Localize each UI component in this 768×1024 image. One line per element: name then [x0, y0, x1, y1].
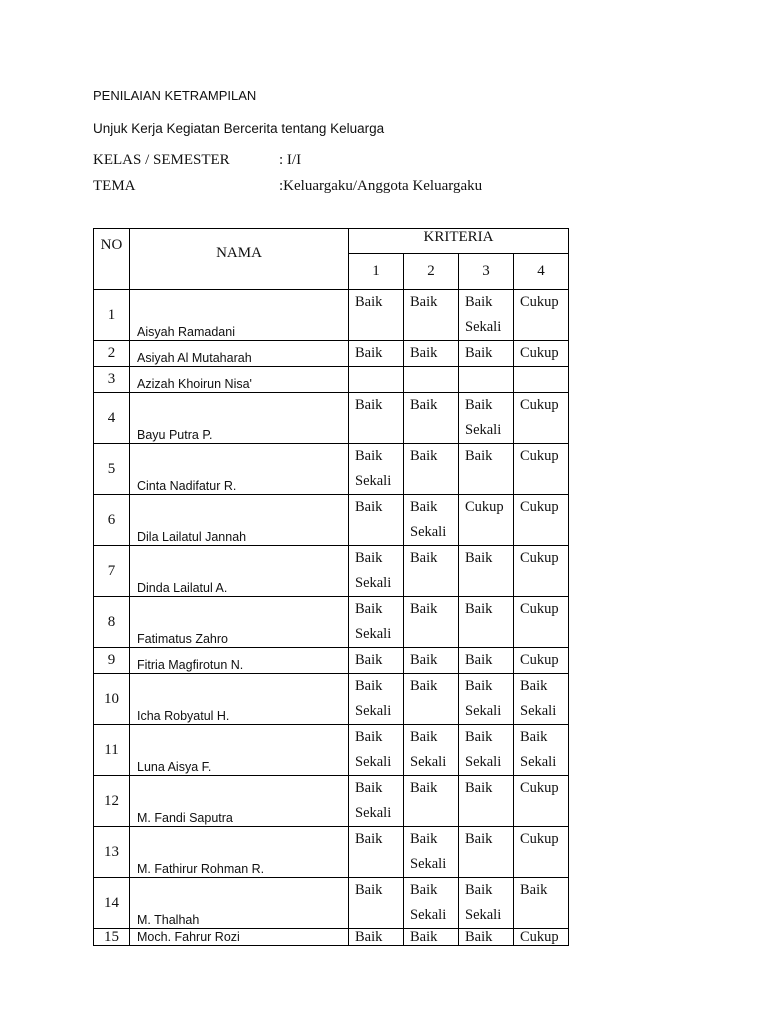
criterion-3-score: Baik Sekali	[459, 393, 514, 444]
criterion-1-score: Baik	[349, 393, 404, 444]
page-heading: PENILAIAN KETRAMPILAN	[93, 88, 257, 103]
criterion-4-score: Cukup	[514, 648, 569, 674]
student-name: Cinta Nadifatur R.	[130, 444, 349, 495]
header-criteria: KRITERIA	[349, 229, 569, 254]
meta-label: TEMA	[93, 178, 136, 194]
table-row	[94, 444, 569, 495]
page-subheading: Unjuk Kerja Kegiatan Bercerita tentang Keluarga	[93, 121, 385, 136]
table-row	[94, 341, 569, 367]
criterion-1-score: Baik Sekali	[349, 776, 404, 827]
header-name: NAMA	[130, 229, 349, 290]
row-number: 6	[94, 495, 130, 546]
student-name: Dila Lailatul Jannah	[130, 495, 349, 546]
student-name: Fatimatus Zahro	[130, 597, 349, 648]
meta-value: :Keluargaku/Anggota Keluargaku	[279, 178, 483, 194]
meta-label: KELAS / SEMESTER	[93, 152, 230, 168]
criterion-2-score: Baik	[404, 648, 459, 674]
row-number: 10	[94, 674, 130, 725]
criterion-4-score: Cukup	[514, 597, 569, 648]
criterion-3-score: Baik	[459, 827, 514, 878]
row-number: 4	[94, 393, 130, 444]
table-row	[94, 725, 569, 776]
student-name: Dinda Lailatul A.	[130, 546, 349, 597]
criterion-1-score: Baik Sekali	[349, 546, 404, 597]
criterion-1-score	[349, 367, 404, 393]
criterion-4-score: Baik Sekali	[514, 725, 569, 776]
criterion-3-score: Baik	[459, 929, 514, 946]
row-number: 5	[94, 444, 130, 495]
criterion-4-score	[514, 367, 569, 393]
criterion-4-score: Cukup	[514, 341, 569, 367]
criterion-4-score: Baik	[514, 878, 569, 929]
table-row	[94, 495, 569, 546]
criterion-1-score: Baik	[349, 827, 404, 878]
student-name: Luna Aisya F.	[130, 725, 349, 776]
row-number: 7	[94, 546, 130, 597]
meta-class-semester	[93, 152, 301, 169]
meta-theme	[93, 178, 482, 195]
criterion-1-score: Baik	[349, 648, 404, 674]
student-name: Asiyah Al Mutaharah	[130, 341, 349, 367]
header-criterion-1: 1	[349, 254, 404, 290]
criterion-2-score: Baik	[404, 929, 459, 946]
student-name: Moch. Fahrur Rozi	[130, 929, 349, 946]
criterion-1-score: Baik	[349, 495, 404, 546]
student-name: Azizah Khoirun Nisa'	[130, 367, 349, 393]
criterion-2-score: Baik	[404, 393, 459, 444]
table-row	[94, 776, 569, 827]
criterion-4-score: Cukup	[514, 776, 569, 827]
table-row	[94, 393, 569, 444]
criterion-3-score: Baik Sekali	[459, 674, 514, 725]
criterion-2-score: Baik Sekali	[404, 827, 459, 878]
criterion-1-score: Baik Sekali	[349, 444, 404, 495]
criterion-4-score: Cukup	[514, 929, 569, 946]
header-criterion-3: 3	[459, 254, 514, 290]
criterion-2-score: Baik Sekali	[404, 495, 459, 546]
header-no: NO	[94, 229, 130, 290]
student-name: M. Fandi Saputra	[130, 776, 349, 827]
criterion-2-score: Baik	[404, 290, 459, 341]
criterion-2-score: Baik	[404, 341, 459, 367]
row-number: 11	[94, 725, 130, 776]
criterion-2-score: Baik	[404, 674, 459, 725]
criterion-1-score: Baik	[349, 290, 404, 341]
table-row	[94, 648, 569, 674]
criterion-3-score: Baik	[459, 546, 514, 597]
table-row	[94, 290, 569, 341]
student-name: M. Fathirur Rohman R.	[130, 827, 349, 878]
criterion-3-score: Baik Sekali	[459, 878, 514, 929]
assessment-table	[93, 228, 569, 946]
table-row	[94, 929, 569, 946]
criterion-4-score: Cukup	[514, 495, 569, 546]
meta-value: : I/I	[279, 152, 302, 168]
student-name: Aisyah Ramadani	[130, 290, 349, 341]
row-number: 8	[94, 597, 130, 648]
criterion-1-score: Baik	[349, 929, 404, 946]
criterion-4-score: Cukup	[514, 546, 569, 597]
criterion-3-score: Baik Sekali	[459, 725, 514, 776]
criterion-2-score: Baik	[404, 776, 459, 827]
criterion-3-score: Baik	[459, 776, 514, 827]
table-row	[94, 674, 569, 725]
criterion-4-score: Cukup	[514, 827, 569, 878]
table-body	[94, 290, 569, 946]
row-number: 12	[94, 776, 130, 827]
row-number: 3	[94, 367, 130, 393]
row-number: 2	[94, 341, 130, 367]
criterion-4-score: Cukup	[514, 290, 569, 341]
criterion-2-score: Baik	[404, 597, 459, 648]
criterion-3-score: Baik Sekali	[459, 290, 514, 341]
criterion-4-score: Cukup	[514, 393, 569, 444]
student-name: Bayu Putra P.	[130, 393, 349, 444]
criterion-1-score: Baik	[349, 341, 404, 367]
student-name: Fitria Magfirotun N.	[130, 648, 349, 674]
header-criterion-4: 4	[514, 254, 569, 290]
row-number: 13	[94, 827, 130, 878]
criterion-2-score: Baik Sekali	[404, 878, 459, 929]
table-row	[94, 367, 569, 393]
criterion-4-score: Baik Sekali	[514, 674, 569, 725]
table-row	[94, 827, 569, 878]
row-number: 1	[94, 290, 130, 341]
criterion-4-score: Cukup	[514, 444, 569, 495]
criterion-2-score: Baik	[404, 444, 459, 495]
criterion-1-score: Baik	[349, 878, 404, 929]
table-row	[94, 546, 569, 597]
table-row	[94, 878, 569, 929]
row-number: 15	[94, 929, 130, 946]
criterion-3-score: Cukup	[459, 495, 514, 546]
criterion-2-score: Baik Sekali	[404, 725, 459, 776]
criterion-1-score: Baik Sekali	[349, 725, 404, 776]
row-number: 14	[94, 878, 130, 929]
header-criterion-2: 2	[404, 254, 459, 290]
row-number: 9	[94, 648, 130, 674]
criterion-1-score: Baik Sekali	[349, 597, 404, 648]
criterion-2-score	[404, 367, 459, 393]
criterion-3-score: Baik	[459, 597, 514, 648]
student-name: M. Thalhah	[130, 878, 349, 929]
criterion-3-score: Baik	[459, 444, 514, 495]
table-row	[94, 597, 569, 648]
student-name: Icha Robyatul H.	[130, 674, 349, 725]
criterion-3-score: Baik	[459, 648, 514, 674]
criterion-3-score	[459, 367, 514, 393]
criterion-1-score: Baik Sekali	[349, 674, 404, 725]
criterion-2-score: Baik	[404, 546, 459, 597]
criterion-3-score: Baik	[459, 341, 514, 367]
